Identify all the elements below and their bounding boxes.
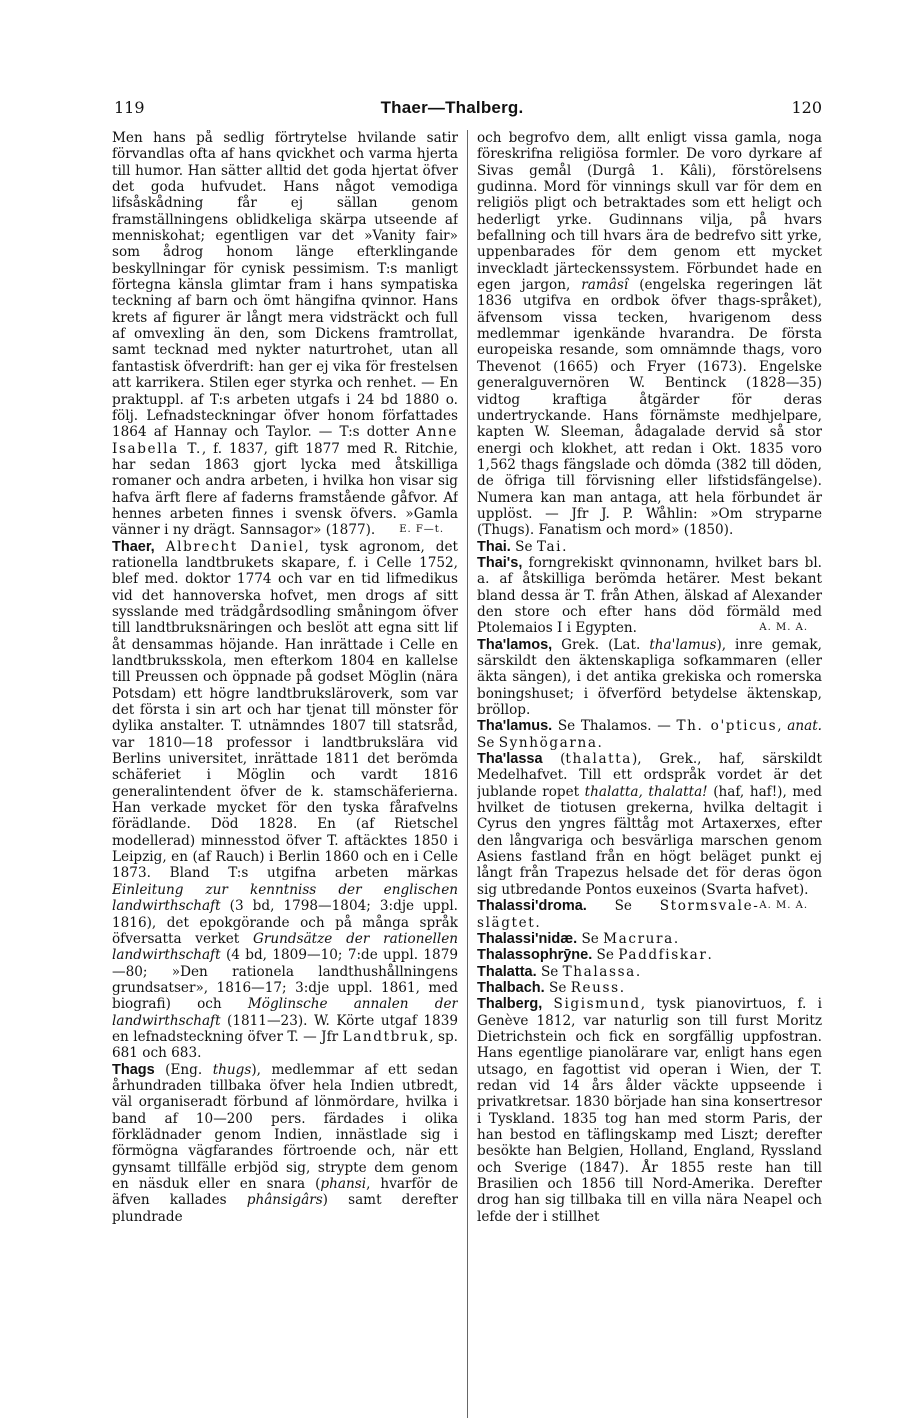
entry-thackeray-continued: Men hans på sedlig förtrytelse hvilande satir förvandlas ofta af hans qvickhet och varma hjerta till humor. Han sätter alltid det goda hjertat öfver det goda hufvudet. Hans något vemodiga lifsåskådning får ej sällan genom framställningens oblidkeliga skärpa utseende af menniskohat; egentligen var det »Vanity fair» som ådrog honom länge efterklingande beskyllningar för cynisk pessimism. T:s manligt förtegna känsla glimtar fram i hans sympatiska teckning af barn och ömt hängifna qvinnor. Hans krets af figurer är långt mera vidsträckt och full af omvexling än den, som Dickens framtrollat, samt tecknad med nykter naturtrohet, utan all fantastisk öfverdrift: han ger ej vika för frestelsen att karrikera. Stilen eger styrka och renhet. — En praktuppl. af T:s arbeten utgafs i 24 bd 1880 o. följ. Lefnadsteckningar öfver honom författades 1864 af Hannay och Taylor. — T:s dotter Anne Isabella T., f. 1837, gift 1877 med R. Ritchie, har sedan 1863 gjort lycka med åtskilliga romaner och andra arbeten, i hvilka hon visar sig hafva ärft flere af faderns framstående gåfvor. Af hennes arbeten finnes i svensk öfvers. »Gamla vänner i ny drägt. Sannsagor» (1877). E. F—t. bbox=[112, 130, 458, 539]
page-number-left: 119 bbox=[114, 98, 145, 117]
entry-thalassa: Tha'lassa (thalatta), Grek., haf, särskildt Medelhafvet. Till ett ordspråk vordet är det jublande ropet thalatta, thalatta! (haf, haf!), med hvilket de tiotusen grekerna, hvilka deltagit i Cyrus den yngres fälttåg mot Artaxerxes, efter den långvariga och besvärliga marschen genom Asiens fastland från en högt beläget punkt ej långt från Trapezus helsade det för deras ögon sig utbredande Pontos euxeinos (Svarta hafvet). A. M. A. bbox=[477, 751, 822, 898]
cross-reference: Paddfiskar bbox=[618, 947, 708, 964]
page-number-right: 120 bbox=[791, 98, 822, 117]
headword: Thalbach. bbox=[477, 979, 545, 996]
entry-thalamus: Tha'lamus. Se Thalamos. — Th. o'pticus, anat. Se Synhögarna. bbox=[477, 718, 822, 751]
headword: Thalassi'nidæ. bbox=[477, 930, 578, 947]
entry-thalamos: Tha'lamos, Grek. (Lat. tha'lamus), inre gemak, särskildt den äktenskapliga sofkammaren (eller äkta sängen), i det antika grekiska och romerska boningshuset; i öfverförd betydelse äktenskap, bröllop. bbox=[477, 636, 822, 719]
entry-thalassinidae: Thalassi'nidæ. Se Macrura. bbox=[477, 930, 679, 947]
headword: Tha'lamos, bbox=[477, 636, 553, 653]
author-signature: A. M. A. bbox=[759, 900, 808, 912]
entry-thalberg: Thalberg, Sigismund, tysk pianovirtuos, f. i Genève 1812, var naturlig son till furst Moritz Dietrichstein och fick en sorgfällig uppfostran. Hans egentlige pianolärare var, enligt hans egen utsago, en fagottist vid operan i Wien, der T. redan vid 14 års ålder väckte uppseende i privatkretsar. 1830 började han sina konsertresor i Tyskland. 1835 tog han med storm Paris, der han bestod en täflingskamp med Liszt; derefter besökte han Belgien, Holland, England, Ryssland och Sverige (1847). År 1855 reste han till Brasilien och 1856 till Nord-Amerika. Derefter drog han sig tillbaka till en villa nära Neapel och lefde der i stillhet bbox=[477, 996, 822, 1225]
headword: Thaer, bbox=[112, 538, 155, 555]
person-name: Sigismund bbox=[553, 996, 641, 1013]
running-title: Thaer—Thalberg. bbox=[380, 98, 524, 117]
entry-thais: Thai's, forngrekiskt qvinnonamn, hvilket bars bl. a. af åtskilliga berömda hetärer. Mest bekant bland dessa är T. från Athen, älskad af Alexander den store och efter hans död förmäld med Ptolemaios I i Egypten. A. M. A. bbox=[477, 554, 822, 637]
headword: Thai. bbox=[477, 538, 511, 555]
cross-reference: Thalassa bbox=[562, 963, 636, 980]
entry-thalbach: Thalbach. Se Reuss. bbox=[477, 979, 625, 996]
headword: Thalatta. bbox=[477, 963, 537, 980]
entry-thags-continued: och begrofvo dem, allt enligt vissa gamla, noga föreskrifna religiösa formler. De voro dyrkare af Sivas gemål (Durgâ 1. Kâli), förstörelsens gudinna. Mord för vinnings skull var för dem en religiös pligt och betraktades som ett heligt och hederligt yrke. Gudinnans vilja, på hvars befallning och till hvars ära de bedrefvo sitt yrke, uppenbarades för dem genom ett mycket inveckladt järteckenssystem. Förbundet hade en egen jargon, ramâsî (engelska regeringen lät 1836 utgifva en ordbok öfver thags-språket), äfvensom vissa tecken, hvarigenom dess medlemmar igenkände hvarandra. De första europeiska resande, som omnämnde thags, voro Thevenot (1665) och Fryer (1673). Engelske generalguvernören W. Bentinck (1828—35) vidtog kraftiga åtgärder för deras undertryckande. Hans förnämste medhjelpare, kapten W. Sleeman, ådagalade dervid så stor energi och klokhet, att redan i Okt. 1835 voro 1,562 thags fängslade och dömda (382 till döden, de öfriga till förvisning eller lifstidsfängelse). Numera kan man antaga, att hela förbundet är upplöst. — Jfr J. P. Wåhlin: »Om stryparne (Thugs). Fanatism och mord» (1850). bbox=[477, 130, 822, 539]
headword: Thalassophrȳne. bbox=[477, 947, 593, 964]
headword: Thalassi'droma. bbox=[477, 898, 587, 915]
column-divider bbox=[467, 130, 468, 1418]
entry-thai: Thai. Se Tai. bbox=[477, 538, 567, 555]
person-name: Anne Isabella T. bbox=[112, 424, 458, 457]
cross-reference: Th. o'pticus bbox=[676, 718, 778, 735]
headword: Thai's, bbox=[477, 554, 523, 571]
right-column bbox=[477, 130, 822, 1380]
entry-thalatta: Thalatta. Se Thalassa. bbox=[477, 963, 641, 980]
cross-reference: Synhögarna bbox=[498, 734, 598, 751]
author-signature: E. F—t. bbox=[399, 524, 444, 536]
entry-thalassophryne: Thalassophrȳne. Se Paddfiskar. bbox=[477, 947, 712, 964]
headword: Tha'lamus. bbox=[477, 718, 553, 735]
headword: Tha'lassa bbox=[477, 751, 543, 768]
headword: Thalberg, bbox=[477, 996, 543, 1013]
person-name: Albrecht Daniel bbox=[165, 538, 305, 555]
page-header bbox=[0, 98, 904, 122]
cross-reference: Landtbruk bbox=[342, 1028, 430, 1045]
author-signature: A. M. A. bbox=[759, 622, 808, 634]
work-title: Einleitung zur kenntniss der englischen landwirthschaft bbox=[112, 881, 458, 915]
entry-thalassidroma: Thalassi'droma. Se Stormsvale-slägtet. bbox=[477, 898, 760, 931]
cross-reference: Reuss bbox=[570, 979, 620, 996]
work-title: Möglinsche annalen der landwirthschaft bbox=[112, 996, 458, 1029]
work-title: Grundsätze der rationellen landwirthschaft bbox=[112, 930, 458, 964]
headword: Thags bbox=[112, 1061, 155, 1078]
left-column bbox=[112, 130, 458, 1380]
cross-reference: Macrura bbox=[603, 930, 674, 947]
cross-reference: Stormsvale-slägtet bbox=[477, 898, 760, 931]
cross-reference: Tai bbox=[536, 538, 563, 555]
entry-thaer: Thaer, Albrecht Daniel, tysk agronom, det rationella landtbrukets skapare, f. i Celle 1752, blef med. doktor 1774 och var en tid lifmedikus vid det hannoverska hofvet, men drogs af sitt sysslande med trädgårdsodling småningom öfver till landtbruksnäringen och beslöt att egna sitt lif åt densammas höjande. Han inrättade i Celle en landtbruksskola, men efterkom 1804 en kallelse till Preussen och öppnade på godset Möglin (nära Potsdam) ett högre landtbruksläroverk, som var det första i sin art och har tjenat till mönster för dylika anstalter. T. utnämndes 1807 till statsråd, var 1810—18 professor i landtbrukslära vid Berlins universitet, inrättade 1811 det berömda schäferiet i Möglin och vardt 1816 generalintendent öfver de k. stamschäferierna. Han verkade mycket för den tyska fårafvelns förädlande. Död 1828. En (af Rietschel modellerad) minnesstod öfver T. aftäcktes 1850 i Leipzig, en (af Rauch) i Berlin 1860 och en i Celle 1873. Bland T:s utgifna arbeten märkas Einleitung zur kenntniss der englischen landwirthschaft (3 bd, 1798—1804; 3:dje uppl. 1816), det epokgörande och på många språk öfversatta verket Grundsätze der rationellen landwirthschaft (4 bd, 1809—10; 7:de uppl. 1879—80; »Den rationela landthushållningens grundsatser», 1816—17; 3:dje uppl. 1861, med biografi) och Möglinsche annalen der landwirthschaft (1811—23). W. Körte utgaf 1839 en lefnadsteckning öfver T. — Jfr Landtbruk, sp. 681 och 683. bbox=[112, 538, 458, 1062]
entry-thags: Thags (Eng. thugs), medlemmar af ett sedan århundraden tillbaka öfver hela Indien utbredt, väl organiseradt förbund af lönmördare, hvilka i band af 10—200 pers. färdades i olika förklädnader genom Indien, innästlade sig i förmögna vägfarandes förtroende och, när ett gynsamt tillfälle erbjöd sig, strypte dem genom en näsduk eller en snara (phansi, hvarför de äfven kallades phânsigârs) samt derefter plundrade bbox=[112, 1061, 458, 1225]
